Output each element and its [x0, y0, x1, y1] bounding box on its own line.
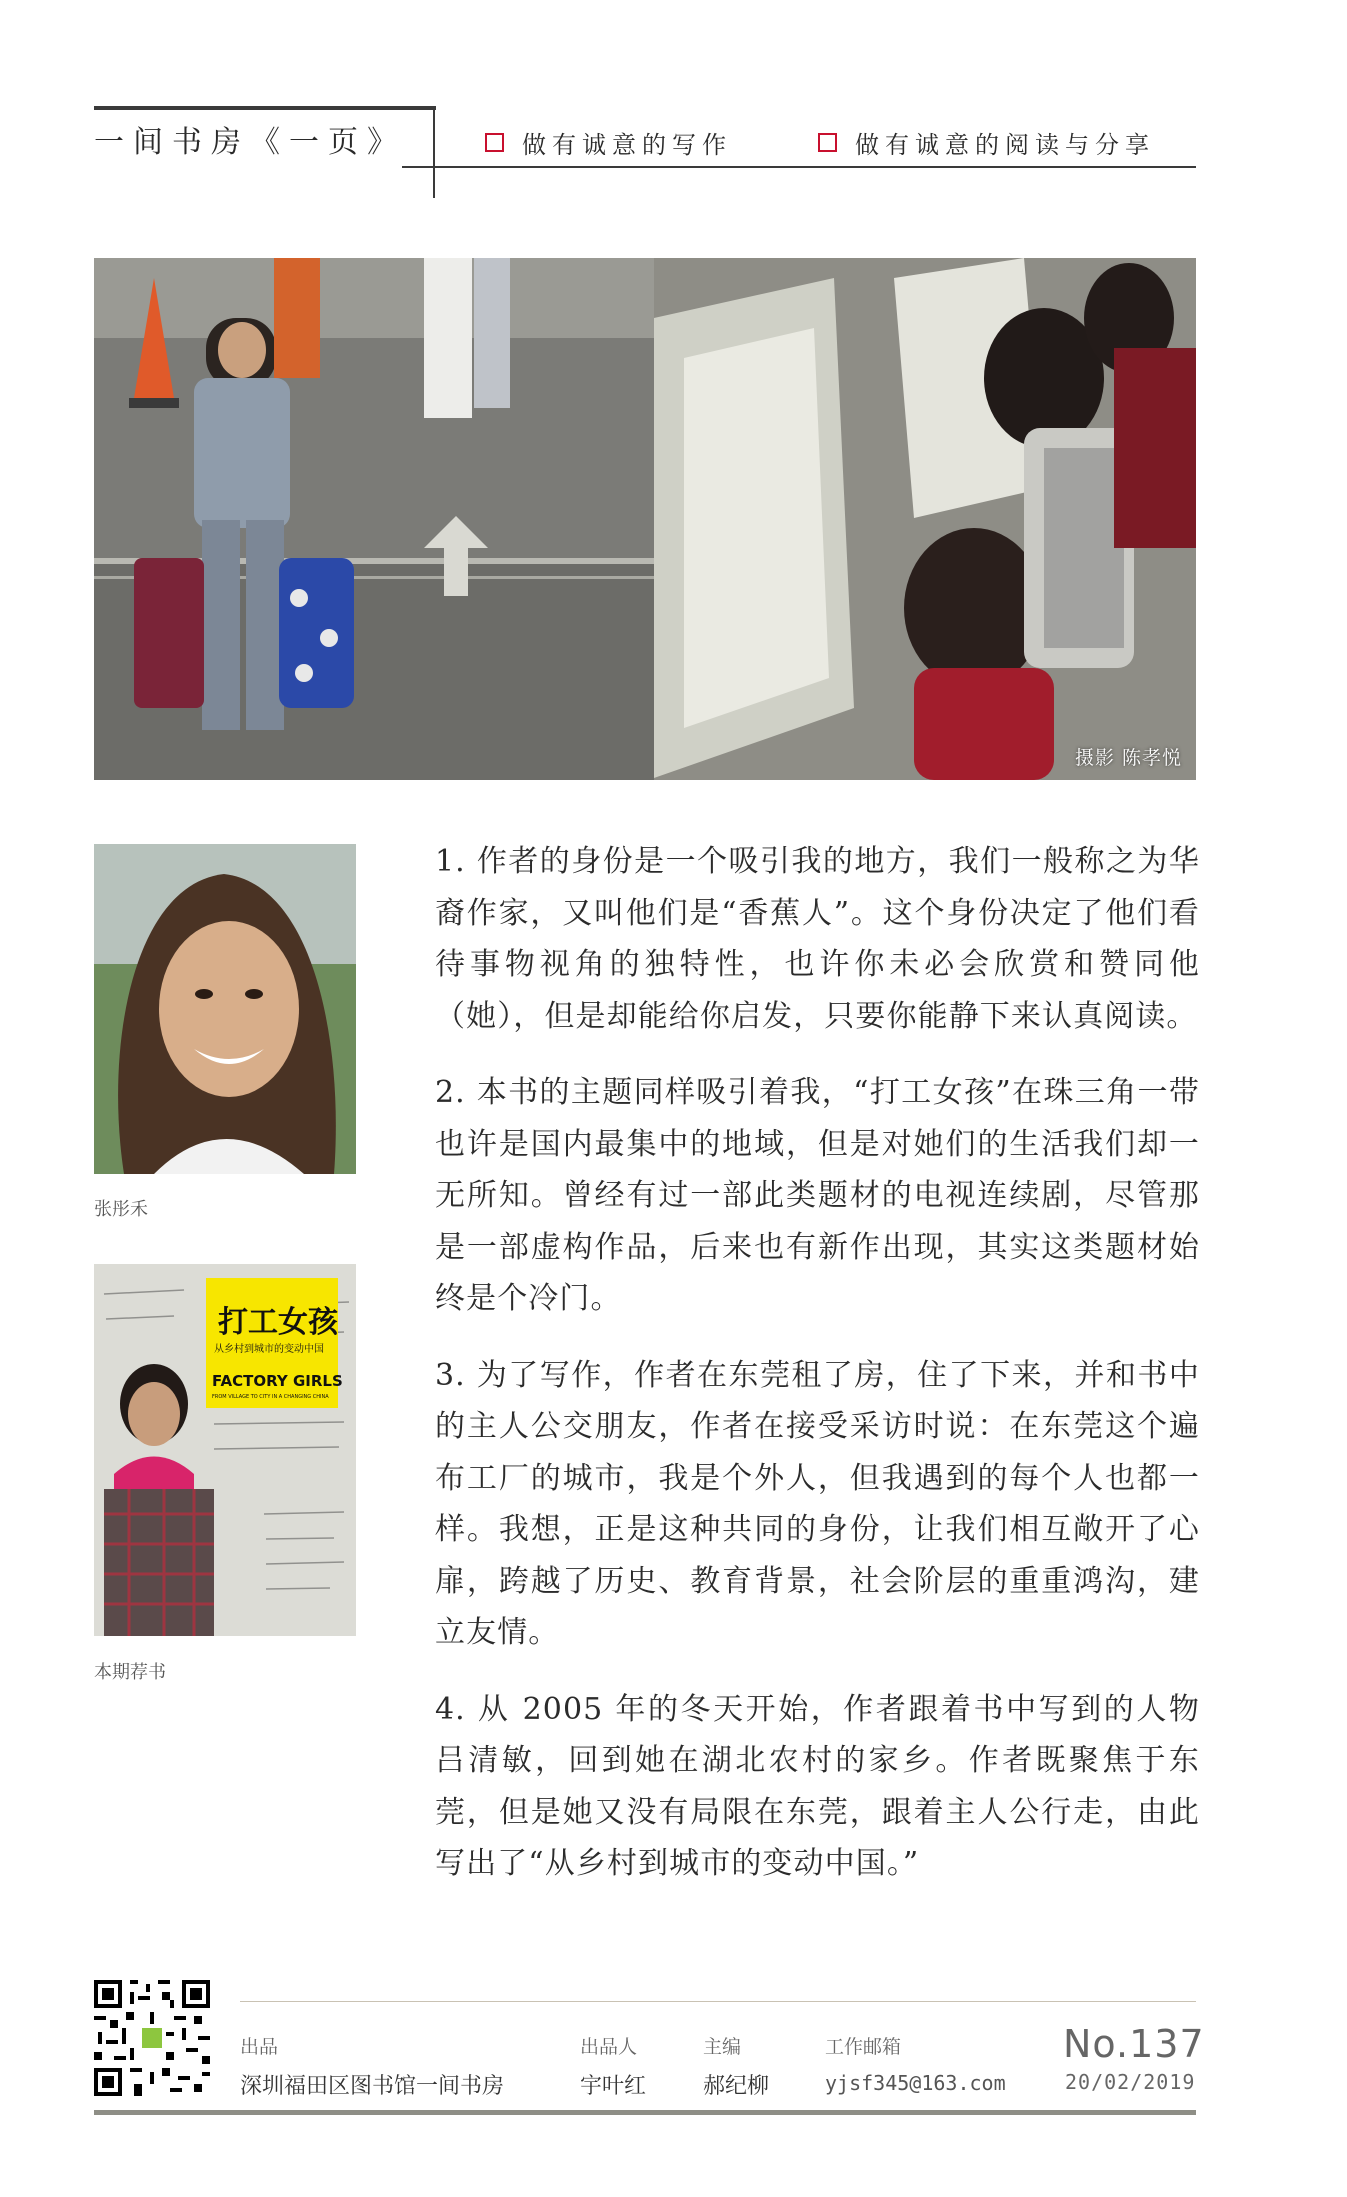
header-top-bar [94, 106, 436, 110]
footer-email-value[interactable]: yjsf345@163.com [825, 2071, 1006, 2095]
book-cover-title: 打工女孩 [218, 1305, 338, 1340]
header-divider-horizontal [402, 166, 1196, 168]
footer-bottom-bar [94, 2110, 1196, 2115]
footer-publisher-label: 出品 [240, 2036, 279, 2058]
tagline-reading-text: 做有诚意的阅读与分享 [855, 130, 1155, 159]
book-cover-english-title: FACTORY GIRLS [212, 1372, 343, 1390]
page-title: 一间书房《一页》 [94, 125, 406, 160]
book-cover [94, 1264, 356, 1636]
tagline-writing [485, 126, 732, 158]
qr-code-icon [94, 1980, 210, 2096]
footer-email-label: 工作邮箱 [825, 2036, 902, 2058]
footer-editor-label: 主编 [703, 2036, 742, 2058]
article-body [435, 836, 1200, 1915]
footer-editor-value: 郝纪柳 [703, 2074, 770, 2099]
book-cover-illustration [94, 1264, 356, 1636]
header-divider-vertical [433, 106, 435, 198]
tagline-reading [818, 126, 1155, 158]
footer-producer-value: 宇叶红 [580, 2074, 647, 2099]
qr-code-graphic [94, 1980, 210, 2096]
book-cover-english-subtitle: FROM VILLAGE TO CITY IN A CHANGING CHINA [212, 1394, 329, 1400]
book-caption: 本期荐书 [94, 1662, 166, 1683]
footer-publisher-value: 深圳福田区图书馆一间书房 [240, 2074, 505, 2099]
book-cover-subtitle: 从乡村到城市的变动中国 [214, 1344, 324, 1355]
checkbox-square-icon [818, 133, 837, 152]
article-paragraph-2: 2. 本书的主题同样吸引着我，“打工女孩”在珠三角一带也许是国内最集中的地域，但是对她们的生活我们却一无所知。曾经有过一部此类题材的电视连续剧，尽管那是一部虚构作品，后来也有新作出现，其实这类题材始终是个冷门。 [435, 1075, 1200, 1316]
article-paragraph-4: 4. 从 2005 年的冬天开始，作者跟着书中写到的人物吕清敏，回到她在湖北农村的家乡。作者既聚焦于东莞，但是她又没有局限在东莞，跟着主人公行走，由此写出了“从乡村到城市的变动中国。” [435, 1691, 1200, 1881]
photo-credit: 摄影 陈孝悦 [1074, 747, 1182, 769]
article-paragraph-3: 3. 为了写作，作者在东莞租了房，住了下来，并和书中的主人公交朋友，作者在接受采访时说：在东莞这个遍布工厂的城市，我是个外人，但我遇到的每个人也都一样。我想，正是这种共同的身份，让我们相互敞开了心扉，跨越了历史、教育背景，社会阶层的重重鸿沟，建立友情。 [435, 1357, 1200, 1650]
author-portrait [94, 844, 356, 1174]
checkbox-square-icon [485, 133, 504, 152]
hero-photo [94, 258, 1196, 780]
article-paragraph-1: 1. 作者的身份是一个吸引我的地方，我们一般称之为华裔作家，又叫他们是“香蕉人”。这个身份决定了他们看待事物视角的独特性，也许你未必会欣赏和赞同他（她），但是却能给你启发，只要你能静下来认真阅读。 [435, 844, 1200, 1034]
footer-divider [240, 2001, 1196, 2002]
author-portrait-illustration [94, 844, 356, 1174]
author-caption: 张彤禾 [94, 1199, 148, 1220]
issue-date: 20/02/2019 [1065, 2070, 1196, 2094]
footer-producer-label: 出品人 [580, 2036, 638, 2058]
hero-photo-illustration [94, 258, 1196, 780]
tagline-writing-text: 做有诚意的写作 [522, 130, 732, 159]
issue-number: No.137 [1063, 2022, 1205, 2066]
